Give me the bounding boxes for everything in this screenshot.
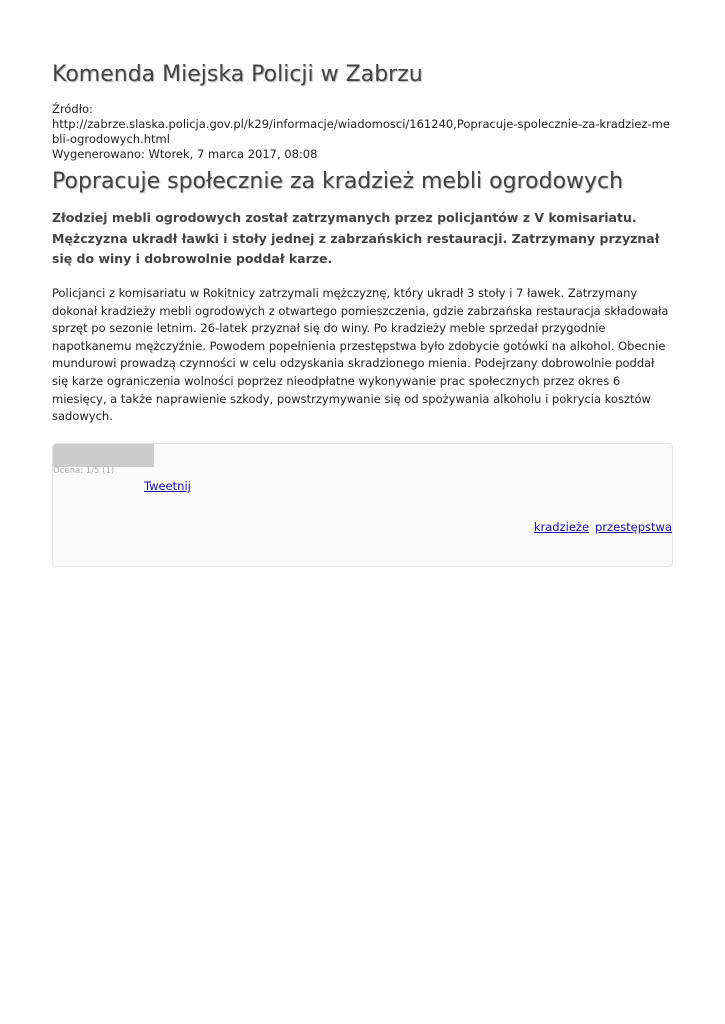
article-lead: Złodziej mebli ogrodowych został zatrzymanych przez policjantów z V komisariatu. Mężczyzna ukradł ławki i stoły jednej z zabrzańskich restauracji. Zatrzymany przyznał się do winy i dobrowolnie poddał karze. [52, 210, 660, 266]
rating-text: Ocena: 1/5 (1) [53, 466, 115, 476]
tag-link-kradzieze[interactable]: kradzieże [533, 520, 590, 534]
meta-info [52, 102, 673, 162]
source-url: http://zabrze.slaska.policja.gov.pl/k29/informacje/wiadomosci/161240,Popracuje-spolecznie-za-kradziez-mebli-ogrodowych.html [52, 117, 670, 146]
article-footer-panel [52, 443, 673, 567]
tweet-link[interactable]: Tweetnij [144, 479, 191, 493]
article-body: Policjanci z komisariatu w Rokitnicy zatrzymali mężczyznę, który ukradł 3 stoły i 7 ławek. Zatrzymany dokonał kradzieży mebli ogrodowych z otwartego pomieszczenia, gdzie zabrzańska restauracja składowała sprzęt po sezonie letnim. 26-latek przyznał się do winy. Po kradzieży meble sprzedał przygodnie napotkanemu mężczyźnie. Powodem popełnienia przestępstwa było zdobycie gotówki na alkohol. Obecnie mundurowi prowadzą czynności w celu odzyskania skradzionego mienia. Podejrzany dobrowolnie poddał się karze ograniczenia wolności poprzez nieodpłatne wykonywanie prac społecznych przez okres 6 miesięcy, a także naprawienie szkody, powstrzymywanie się od spożywania alkoholu i pokrycia kosztów sadowych. [52, 286, 669, 424]
source-label: Źródło: [52, 102, 93, 116]
rating-bar[interactable] [53, 444, 154, 467]
tag-list [528, 520, 672, 534]
site-title: Komenda Miejska Policji w Zabrzu [52, 62, 423, 87]
tag-link-przestepstwa[interactable]: przestępstwa [595, 520, 672, 534]
article-title: Popracuje społecznie za kradzież mebli ogrodowych [52, 169, 624, 194]
generated-date: Wygenerowano: Wtorek, 7 marca 2017, 08:08 [52, 147, 318, 161]
